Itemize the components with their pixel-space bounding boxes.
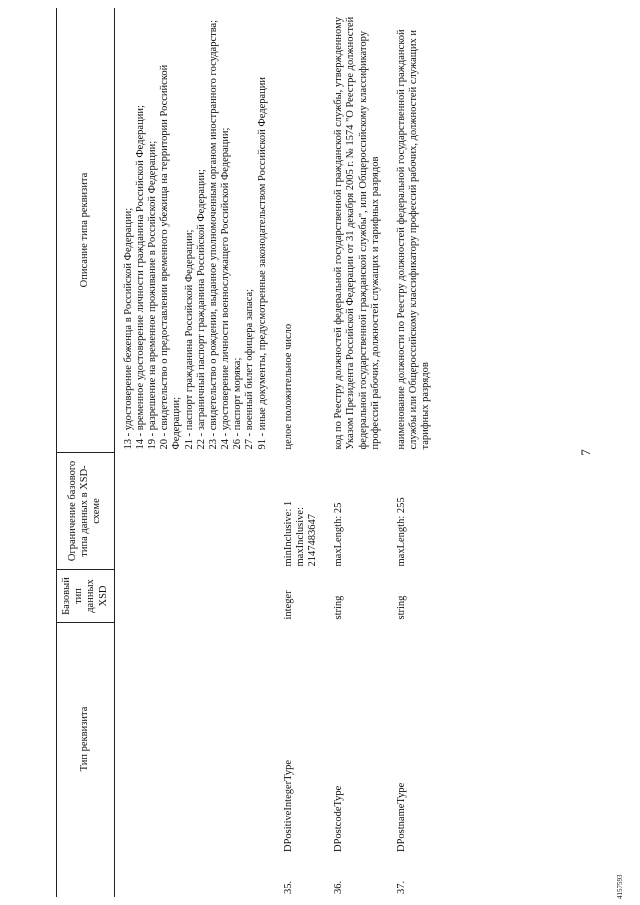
table-row (325, 8, 388, 897)
base-type: string (333, 595, 345, 620)
header-base-type: Базовый тип данных XSD (57, 570, 115, 623)
desc-line: 26 - паспорт моряка; (232, 357, 244, 450)
row-number: 36. (333, 880, 345, 894)
table-header-row (57, 8, 115, 897)
restriction-line: maxLength: 25 (333, 502, 345, 567)
restriction (275, 453, 326, 570)
restriction-line: maxLength: 255 (395, 497, 407, 567)
header-restriction: Ограничение базового типа данных в XSD-схеме (57, 453, 115, 570)
restriction-line: 2147483647 (307, 514, 319, 567)
header-number (57, 855, 115, 897)
table-row (275, 8, 326, 897)
description: наименование должности по Реестру должностей федеральной государственной гражданской службы или Общероссийскому классификатору профессий рабочих, должностей служащих и тарифных разрядов (395, 29, 432, 450)
desc-line: 13 - удостоверение беженца в Российской Федерации; (122, 207, 134, 450)
continuation-description (114, 8, 275, 453)
desc-line: 23 - свидетельство о рождении, выданное уполномоченным органом иностранного государства; (207, 19, 219, 450)
row-number: 35. (282, 880, 294, 894)
table-row (388, 8, 439, 897)
base-type: string (395, 595, 407, 620)
restriction-line: maxInclusive: (294, 507, 306, 567)
header-description: Описание типа реквизита (57, 8, 115, 453)
row-number: 37. (395, 880, 407, 894)
header-requisite-type: Тип реквизита (57, 623, 115, 856)
requisite-types-table (56, 8, 438, 897)
table-row-continuation (114, 8, 275, 897)
document-code: 4157593 (616, 874, 624, 899)
desc-line: 24 - удостоверение личности военнослужащего Российской Федерации; (220, 127, 232, 450)
page-number: 7 (578, 449, 593, 456)
restriction (325, 453, 388, 570)
desc-line: 22 - заграничный паспорт гражданина Российской Федерации; (195, 169, 207, 450)
base-type: integer (282, 590, 294, 620)
desc-line: 14 - временное удостоверение личности гражданина Российской Федерации; (134, 105, 146, 450)
restriction (388, 453, 439, 570)
desc-line: 19 - разрешение на временное проживание в Российской Федерации; (147, 140, 159, 450)
desc-line: 91 - иные документы, предусмотренные законодательством Российской Федерации (256, 76, 268, 450)
restriction-line: minInclusive: 1 (282, 500, 294, 567)
description: код по Реестру должностей федеральной государственной гражданской службы, утвержденному Указом Президента Российской Федерации от 31 декабря 2005 г. № 1574 "О Реестре должностей федеральной государственной гражданской службы", или Общероссийскому классификатору профессий рабочих, должностей служащих и тарифных разрядов (333, 16, 381, 450)
desc-line: 27 - военный билет офицера запаса; (244, 288, 256, 450)
desc-line: 20 - свидетельство о предоставлении временного убежища на территории Российской Федерации; (159, 64, 183, 450)
requisite-type: DPostnameType (395, 782, 407, 852)
requisite-type: DPositiveIntegerType (282, 760, 294, 852)
description: целое положительное число (282, 323, 294, 450)
requisite-type: DPostcodeType (333, 785, 345, 852)
desc-line: 21 - паспорт гражданина Российской Федерации; (183, 229, 195, 450)
